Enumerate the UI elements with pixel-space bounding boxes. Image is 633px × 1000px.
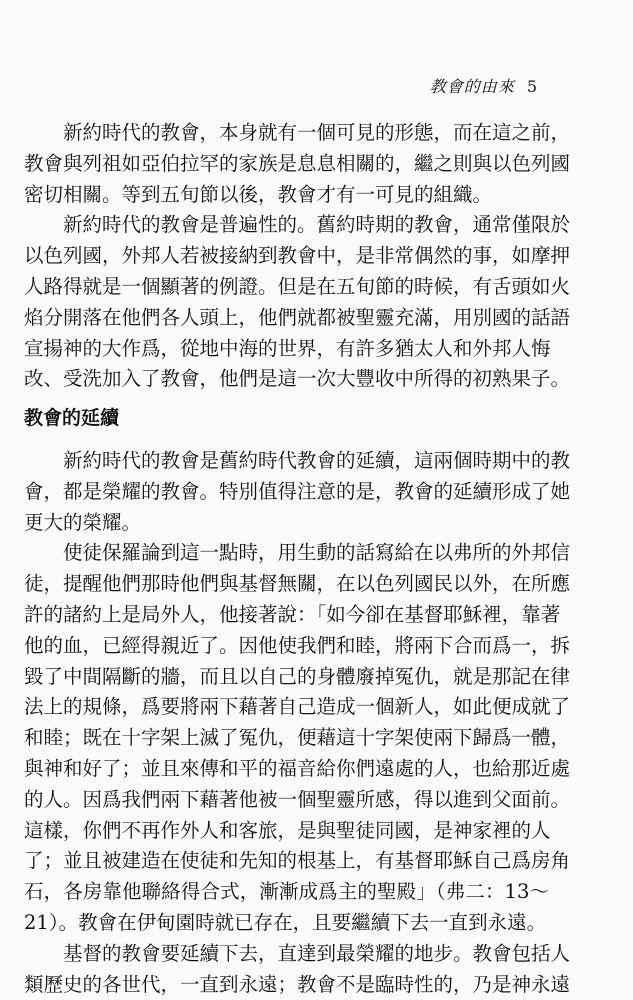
text-line: 許的諸約上是局外人，他接著說：「如今卻在基督耶穌裡，靠著 <box>24 602 561 626</box>
text-line: 宣揚神的大作爲，從地中海的世界，有許多猶太人和外邦人悔 <box>24 336 551 360</box>
text-line: 基督的教會要延續下去，直達到最榮耀的地步。教會包括人 <box>63 941 571 965</box>
text-line: 新約時代的教會是普遍性的。舊約時期的教會，通常僅限於 <box>63 213 571 237</box>
text-line: 新約時代的教會，本身就有一個可見的形態，而在這之前， <box>63 121 571 144</box>
body-text <box>24 118 571 1000</box>
text-line: 了；並且被建造在使徒和先知的根基上，有基督耶穌自己爲房角 <box>24 849 571 873</box>
text-line: 與神和好了；並且來傳和平的福音給你們遠處的人，也給那近處 <box>24 756 571 780</box>
text-line: 這樣，你們不再作外人和客旅，是與聖徒同國，是神家裡的人 <box>24 818 551 842</box>
text-line: 密切相關。等到五旬節以後，教會才有一可見的組織。 <box>24 182 493 206</box>
page-number: 5 <box>526 77 538 96</box>
text-line: 他的血，已經得親近了。因他使我們和睦，將兩下合而爲一，拆 <box>24 633 571 657</box>
text-line: 徒，提醒他們那時他們與基督無關，在以色列國民以外，在所應 <box>24 572 571 596</box>
text-line: 新約時代的教會是舊約時代教會的延續，這兩個時期中的教 <box>63 448 571 472</box>
text-line: 焰分開落在他們各人頭上，他們就都被聖靈充滿，用別國的話語 <box>24 305 571 329</box>
text-line: 使徒保羅論到這一點時，用生動的話寫給在以弗所的外邦信 <box>63 541 571 565</box>
text-line: 石，各房靠他聯絡得合式，漸漸成爲主的聖殿」（弗二：13～ <box>24 880 549 904</box>
running-header <box>430 74 538 97</box>
text-line: 會，都是榮耀的教會。特別值得注意的是，教會的延續形成了她 <box>24 479 571 503</box>
chapter-title: 教會的由來 <box>429 77 515 96</box>
text-line: 類歷史的各世代，一直到永遠；教會不是臨時性的，乃是神永遠 <box>24 972 571 996</box>
section-heading: 教會的延續 <box>24 407 120 430</box>
text-line: 人路得就是一個顯著的例證。但是在五旬節的時候，有舌頭如火 <box>24 274 571 298</box>
text-line: 以色列國，外邦人若被接納到教會中，是非常偶然的事，如摩押 <box>24 244 571 268</box>
text-line: 和睦；既在十字架上滅了冤仇，便藉這十字架使兩下歸爲一體， <box>24 726 571 750</box>
text-line: 更大的榮耀。 <box>24 510 142 534</box>
text-line: 改、受洗加入了教會，他們是這一次大豐收中所得的初熟果子。 <box>24 367 571 391</box>
text-line: 的人。因爲我們兩下藉著他被一個聖靈所感，得以進到父面前。 <box>24 787 571 811</box>
text-line: 毀了中間隔斷的牆，而且以自己的身體廢掉冤仇，就是那記在律 <box>24 664 571 688</box>
text-line: 21）。教會在伊甸園時就已存在，且要繼續下去一直到永遠。 <box>24 910 547 934</box>
text-line: 教會與列祖如亞伯拉罕的家族是息息相關的，繼之則與以色列國 <box>24 151 571 175</box>
text-line: 法上的規條，爲要將兩下藉著自己造成一個新人，如此便成就了 <box>24 695 571 719</box>
